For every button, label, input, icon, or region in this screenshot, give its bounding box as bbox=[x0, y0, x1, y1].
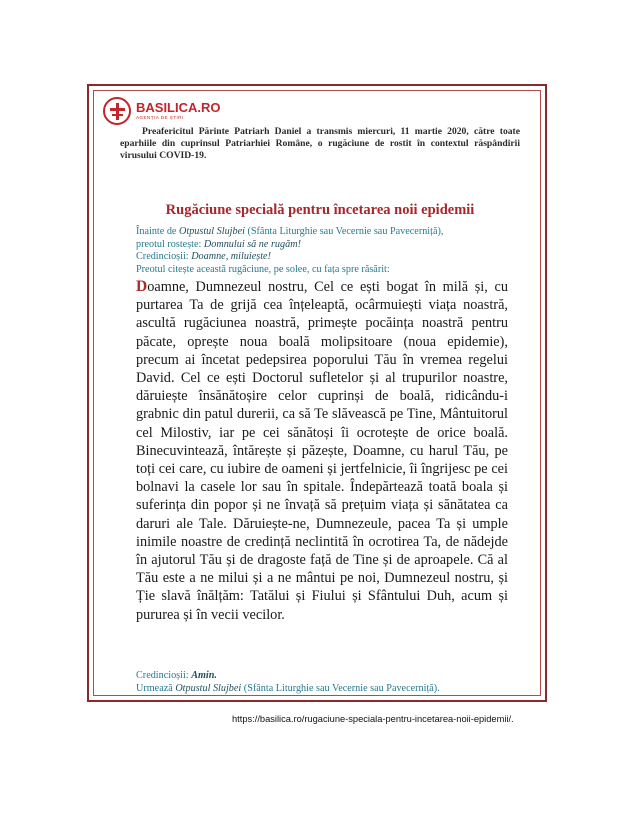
source-url: https://basilica.ro/rugaciune-speciala-pentru-incetarea-noii-epidemii/. bbox=[232, 714, 514, 724]
rubric-closing: Credincioșii: Amin. Urmează Otpustul Slujbei (Sfânta Liturghie sau Vecernie sau Pavecerniță). bbox=[136, 670, 440, 694]
intro-paragraph: Preafericitul Părinte Patriarh Daniel a transmis miercuri, 11 martie 2020, către toate eparhiile din cuprinsul Patriarhiei Române, o rugăciune de rostit în contextul răspândirii virusului COVID-19. bbox=[120, 126, 520, 161]
drop-initial: D bbox=[136, 278, 148, 295]
cross-emblem-icon bbox=[103, 97, 131, 125]
logo-subtitle: AGENȚIA DE ȘTIRI bbox=[136, 115, 184, 121]
basilica-logo bbox=[103, 97, 221, 125]
rubric-before: Înainte de Otpustul Slujbei (Sfânta Liturghie sau Vecernie sau Pavecerniță), preotul rostește: Domnului să ne rugăm! Credincioșii: Doamne, miluiește! Preotul citește această rugăciune, pe solee, cu fața spre răsărit: bbox=[136, 226, 444, 275]
prayer-title: Rugăciune specială pentru încetarea noii epidemii bbox=[165, 202, 475, 218]
prayer-text: Doamne, Dumnezeul nostru, Cel ce ești bogat în milă și, cu purtarea Ta de grijă cea înțeleaptă, ocârmuiești viața noastră, ascultă rugăciunea noastră, primește pocăința noastră pentru păcate, oprește noua boală molipsitoare (noua epidemie), precum ai încetat pedepsirea poporului Tău în vremea regelui David. Cel ce ești Doctorul sufletelor și al trupurilor noastre, dăruiește însănătoșire celor cuprinși de boală, ridicându-i grabnic din patul durerii, ca să Te slăvească pe Tine, Mântuitorul cel Milostiv, iar pe cei sănătoși îi ocrotește de orice boală. Binecuvintează, întărește și păzește, Doamne, cu harul Tău, pe toți cei care, cu iubire de oameni și jertfelnicie, îi îngrijesc pe cei bolnavi la casele lor sau în spitale. Îndepărtează toată boala și suferința din popor și ne învață să prețuim viața și sănătatea ca daruri ale Tale. Dăruiește-ne, Dumnezeule, pacea Ta și umple inimile noastre de credință neclintită în ocrotirea Ta, de nădejde în ajutorul Tău și de dragoste față de Tine și de aproapele. Că al Tău este a ne milui și a ne mântui pe noi, Dumnezeul nostru, și Ție slavă înălțăm: Tatălui și Fiului și Sfântului Duh, acum și pururea și în vecii vecilor. bbox=[136, 278, 508, 623]
logo-title: BASILICA.RO bbox=[136, 100, 221, 116]
